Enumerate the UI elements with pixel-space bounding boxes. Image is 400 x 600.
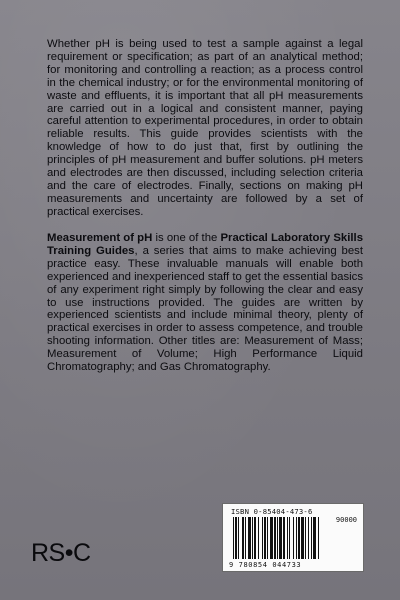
blurb-paragraph-1: Whether pH is being used to test a sample against a legal requirement or specification; as part of an analytical method; for monitoring and controlling a reaction; as a process control in the chemical industry; or for the environmental monitoring of waste and effluents, it is important that all pH measurements are carried out in a logical and consistent manner, paying careful attention to experimental procedures, in order to obtain reliable results. This guide provides scientists with the knowledge of how to do just that, first by outlining the principles of pH measurement and buffer solutions. pH meters and electrodes are then discussed, including selection criteria and the care of electrodes. Finally, sections on making pH measurements and uncertainty are followed by a set of practical exercises.: [47, 38, 363, 218]
barcode-bar: [258, 517, 259, 559]
barcode-bar: [252, 517, 253, 559]
price-code: 90000: [335, 516, 357, 524]
barcode-bar: [308, 517, 309, 559]
series-title-bold: Practical Laboratory Skills Training Guides: [47, 232, 364, 257]
barcode-bar: [242, 517, 244, 559]
barcode-bar: [270, 517, 273, 559]
barcode-bar: [279, 517, 282, 559]
isbn-text: ISBN 0-85404-473-6: [231, 507, 313, 516]
barcode-bar: [298, 517, 300, 559]
barcode-box: [222, 503, 364, 572]
barcode-bar: [277, 517, 278, 559]
barcode-bar: [305, 517, 306, 559]
barcode-bar: [274, 517, 276, 559]
barcode-bar: [245, 517, 246, 559]
barcode-bar: [254, 517, 256, 559]
barcode-bar: [287, 517, 288, 559]
barcode-bar: [262, 517, 263, 559]
barcode-bar: [264, 517, 266, 559]
rsc-logo: RS•C: [31, 539, 91, 567]
blurb-text-a: is one of the: [152, 232, 221, 244]
barcode-bar: [283, 517, 285, 559]
barcode-bar: [267, 517, 268, 559]
barcode-bar: [313, 517, 316, 559]
barcode-bar: [318, 517, 319, 559]
book-title-bold: Measurement of pH: [47, 232, 153, 244]
barcode-bar: [233, 517, 234, 559]
barcode-bar: [235, 517, 237, 559]
barcode-bar: [248, 517, 251, 559]
ean-digits: 9 780854 044733: [229, 561, 302, 569]
barcode-bar: [311, 517, 312, 559]
barcode-bar: [238, 517, 239, 559]
barcode-bar: [293, 517, 294, 559]
blurb-text-b: , a series that aims to make achieving best practice easy. These invaluable manuals will enable both experienced and inexperienced staff to get the essential basics of any experiment right simply by following the clear and easy to use instructions provided. The guides are written by experienced scientists and include minimal theory, plenty of practical exercises in order to assess competence, and trouble shooting information. Other titles are: Measurement of Mass; Measurement of Volume; High Performance Liquid Chromatography; and Gas Chromatography.: [47, 244, 363, 374]
barcode-bar: [301, 517, 304, 559]
barcode-bar: [296, 517, 297, 559]
barcode-bar: [289, 517, 290, 559]
blurb-paragraph-2: [47, 232, 363, 374]
barcode-bars: [233, 517, 325, 559]
